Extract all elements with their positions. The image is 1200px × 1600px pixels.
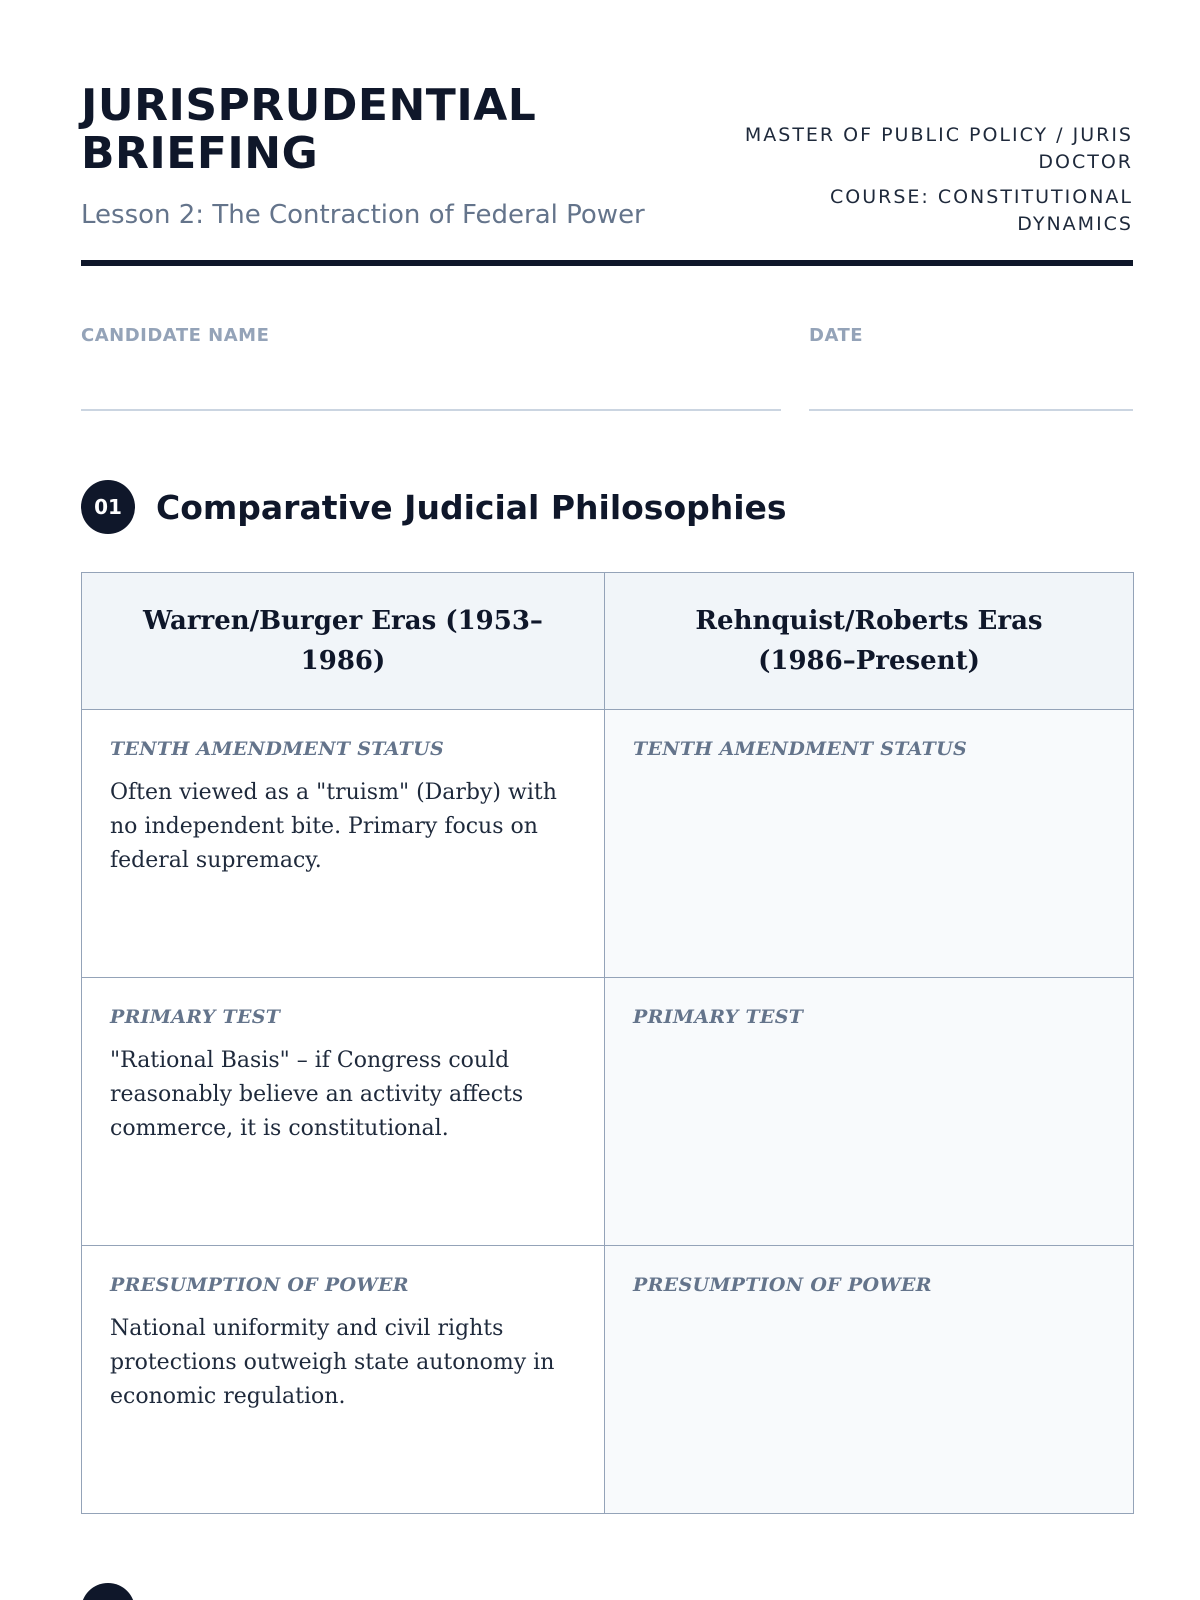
title-line-2: BRIEFING [81,128,319,179]
table-row [82,1246,1134,1514]
section-1-heading [81,479,787,535]
program-name: MASTER OF PUBLIC POLICY / JURIS DOCTOR [744,124,1133,173]
cell-warren-tenth-amendment [82,710,605,978]
date-label: DATE [809,325,864,346]
header-warren-burger: Warren/Burger Eras (1953–1986) [82,573,605,710]
cell-label: PRESUMPTION OF POWER [633,1274,932,1296]
header-divider [81,260,1133,266]
cell-warren-presumption [82,1246,605,1514]
course-name: COURSE: CONSTITUTIONAL DYNAMICS [829,186,1133,235]
candidate-fields [81,325,1133,411]
table-row [82,978,1134,1246]
cell-label: TENTH AMENDMENT STATUS [110,738,444,760]
date-line[interactable] [809,409,1133,411]
comparison-table [81,572,1134,1514]
course-meta [733,122,1133,238]
header-rehnquist-roberts: Rehnquist/Roberts Eras (1986–Present) [605,573,1134,710]
cell-rehnquist-tenth-amendment[interactable] [605,710,1134,978]
section-2-heading [81,1582,135,1600]
candidate-name-line[interactable] [81,409,781,411]
cell-text: "Rational Basis" – if Congress could reasonably believe an activity affects commerce, it is constitutional. [110,1048,524,1141]
cell-label: PRIMARY TEST [633,1006,804,1028]
cell-label: PRIMARY TEST [110,1006,281,1028]
cell-warren-primary-test [82,978,605,1246]
table-header-row [82,573,1134,710]
document-header [81,82,1133,264]
table-row [82,710,1134,978]
candidate-name-field[interactable] [81,325,781,346]
lesson-subtitle: Lesson 2: The Contraction of Federal Power [81,200,645,230]
cell-label: PRESUMPTION OF POWER [110,1274,409,1296]
title-line-1: JURISPRUDENTIAL [81,80,537,131]
section-number-badge: 01 [81,480,135,534]
section-number-badge [81,1583,135,1600]
candidate-name-label: CANDIDATE NAME [81,325,270,346]
cell-rehnquist-presumption[interactable] [605,1246,1134,1514]
cell-text: Often viewed as a "truism" (Darby) with no independent bite. Primary focus on federal supremacy. [110,780,557,873]
section-title: Comparative Judicial Philosophies [156,487,787,527]
cell-rehnquist-primary-test[interactable] [605,978,1134,1246]
cell-text: National uniformity and civil rights protections outweigh state autonomy in economic regulation. [110,1316,555,1409]
cell-label: TENTH AMENDMENT STATUS [633,738,967,760]
date-field[interactable] [809,325,1133,346]
